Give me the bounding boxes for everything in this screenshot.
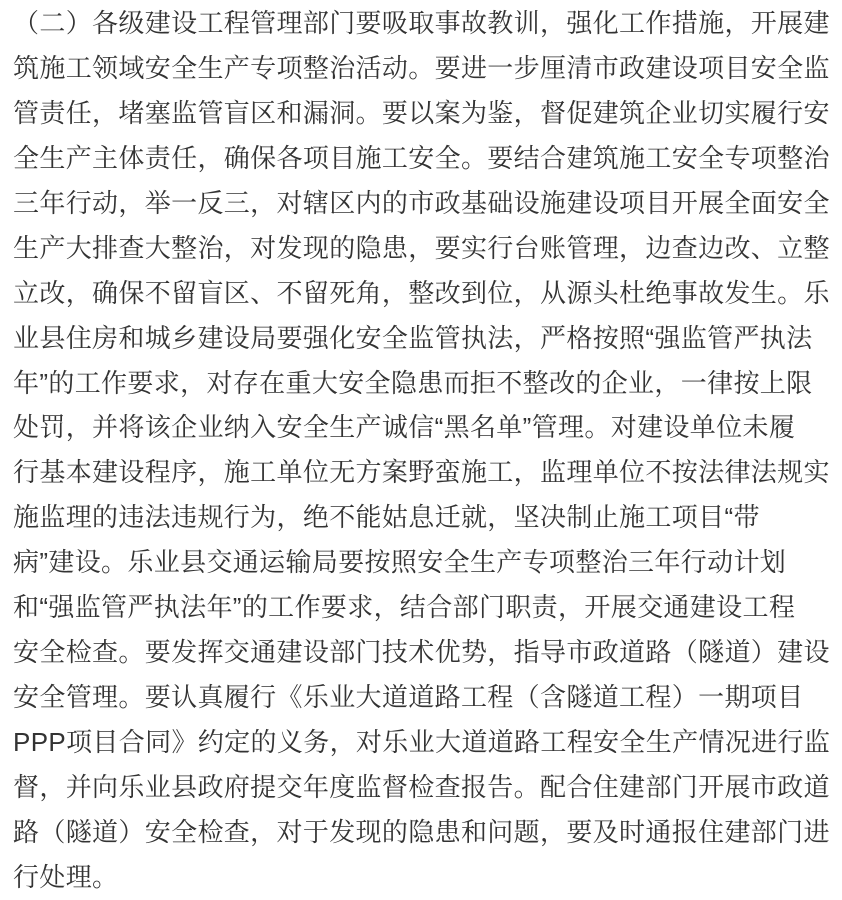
- text-line: 行基本建设程序，施工单位无方案野蛮施工，监理单位不按法律法规实: [13, 457, 830, 488]
- text-line: 三年行动，举一反三，对辖区内的市政基础设施建设项目开展全面安全: [13, 187, 830, 218]
- text-line: 管责任，堵塞监管盲区和漏洞。要以案为鉴，督促建筑企业切实履行安: [13, 97, 830, 128]
- text-line: 处罚，并将该企业纳入安全生产诚信“黑名单”管理。对建设单位未履: [13, 412, 796, 443]
- text-line: 和“强监管严执法年”的工作要求，结合部门职责，开展交通建设工程: [13, 592, 796, 623]
- text-line: 施监理的违法违规行为，绝不能姑息迁就，坚决制止施工项目“带: [13, 502, 760, 533]
- text-line: 全生产主体责任，确保各项目施工安全。要结合建筑施工安全专项整治: [13, 142, 830, 173]
- text-line: PPP项目合同》约定的义务，对乐业大道道路工程安全生产情况进行监: [13, 727, 831, 757]
- text-line: 筑施工领域安全生产专项整治活动。要进一步厘清市政建设项目安全监: [13, 52, 830, 83]
- text-line: 路（隧道）安全检查，对于发现的隐患和问题，要及时通报住建部门进: [13, 816, 830, 847]
- text-line: 生产大排查大整治，对发现的隐患，要实行台账管理，边查边改、立整: [13, 232, 830, 263]
- text-line: 安全检查。要发挥交通建设部门技术优势，指导市政道路（隧道）建设: [13, 637, 830, 668]
- text-line: 立改，确保不留盲区、不留死角，整改到位，从源头杜绝事故发生。乐: [13, 277, 830, 308]
- text-line: 督，并向乐业县政府提交年度监督检查报告。配合住建部门开展市政道: [13, 771, 830, 802]
- text-line: 病”建设。乐业县交通运输局要按照安全生产专项整治三年行动计划: [13, 547, 787, 578]
- text-line: 年”的工作要求，对存在重大安全隐患而拒不整改的企业，一律按上限: [13, 367, 813, 398]
- text-line: 行处理。: [13, 861, 119, 892]
- text-line: 业县住房和城乡建设局要强化安全监管执法，严格按照“强监管严执法: [13, 322, 813, 353]
- text-line: 安全管理。要认真履行《乐业大道道路工程（含隧道工程）一期项目: [13, 682, 804, 713]
- text-line: （二）各级建设工程管理部门要吸取事故教训，强化工作措施，开展建: [13, 8, 830, 38]
